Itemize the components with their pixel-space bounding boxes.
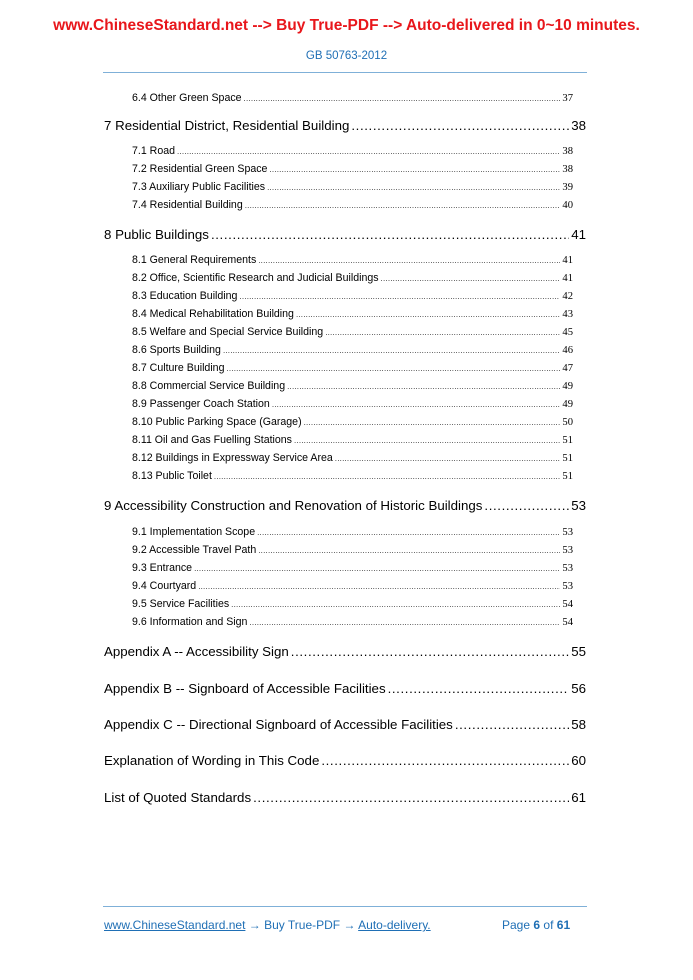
toc-entry-title: 7.4 Residential Building (132, 199, 243, 211)
toc-entry-title: 7.3 Auxiliary Public Facilities (132, 181, 266, 193)
toc-entry-title: 9 Accessibility Construction and Renovation of Historic Buildings (104, 498, 483, 513)
toc-entry-title: 9.2 Accessible Travel Path (132, 544, 257, 556)
toc-entry-page: 49 (562, 381, 573, 392)
toc-entry[interactable] (132, 308, 573, 320)
toc-entry-title: 9.6 Information and Sign (132, 616, 248, 628)
toc-entry-page: 41 (562, 273, 573, 284)
toc-entry-title: Appendix C -- Directional Signboard of Accessible Facilities (104, 717, 453, 732)
dot-leader (177, 147, 560, 156)
toc-entry-page: 53 (562, 527, 573, 538)
dot-leader (484, 498, 569, 513)
toc-entry[interactable] (132, 380, 573, 392)
dot-leader (257, 528, 560, 537)
dot-leader (214, 472, 561, 481)
dot-leader (249, 618, 560, 627)
toc-entry-page: 39 (562, 182, 573, 193)
toc-entry[interactable] (132, 580, 573, 592)
dot-leader (231, 600, 560, 609)
toc-entry-page: 46 (562, 345, 573, 356)
toc-entry[interactable] (104, 753, 586, 768)
toc-entry-title: Appendix B -- Signboard of Accessible Facilities (104, 681, 386, 696)
toc-entry-page: 38 (562, 164, 573, 175)
footer-divider (103, 906, 587, 907)
toc-entry[interactable] (132, 181, 573, 193)
toc-entry-page: 54 (562, 599, 573, 610)
arrow-right-icon: → (343, 918, 356, 932)
promo-banner[interactable]: www.ChineseStandard.net --> Buy True-PDF --> Auto-delivered in 0~10 minutes. (53, 17, 640, 34)
toc-entry-title: 7.1 Road (132, 145, 175, 157)
toc-entry-page: 47 (562, 363, 573, 374)
toc-entry-page: 50 (562, 417, 573, 428)
page-label: Page (502, 918, 531, 932)
toc-entry[interactable] (104, 790, 586, 805)
toc-entry-page: 56 (571, 681, 586, 696)
toc-entry[interactable] (104, 227, 586, 242)
toc-entry-page: 38 (562, 146, 573, 157)
dot-leader (304, 418, 561, 427)
toc-entry-page: 41 (562, 255, 573, 266)
toc-entry-page: 53 (562, 563, 573, 574)
toc-entry-title: Appendix A -- Accessibility Sign (104, 644, 289, 659)
toc-entry-title: 8.8 Commercial Service Building (132, 380, 286, 392)
dot-leader (211, 227, 569, 242)
dot-leader (267, 183, 560, 192)
toc-entry-title: 8.12 Buildings in Expressway Service Area (132, 452, 333, 464)
toc-entry-title: 8.13 Public Toilet (132, 470, 212, 482)
dot-leader (272, 400, 561, 409)
toc-entry[interactable] (132, 416, 573, 428)
toc-entry-page: 43 (562, 309, 573, 320)
dot-leader (381, 274, 561, 283)
toc-entry-title: 8.3 Education Building (132, 290, 238, 302)
dot-leader (296, 310, 560, 319)
footer-buy-text: Buy True-PDF (264, 918, 341, 932)
dot-leader (258, 256, 560, 265)
toc-entry[interactable] (132, 344, 573, 356)
dot-leader (455, 717, 569, 732)
toc-entry-page: 40 (562, 200, 573, 211)
toc-entry-page: 37 (562, 93, 573, 104)
page-indicator (502, 918, 570, 932)
toc-entry-title: 7.2 Residential Green Space (132, 163, 268, 175)
toc-entry-page: 51 (562, 435, 573, 446)
standard-code: GB 50763-2012 (305, 50, 388, 62)
toc-entry-page: 53 (571, 498, 586, 513)
toc-entry-page: 41 (571, 227, 586, 242)
toc-entry-title: 8.6 Sports Building (132, 344, 221, 356)
toc-entry-title: 9.4 Courtyard (132, 580, 197, 592)
toc-entry-title: 8.4 Medical Rehabilitation Building (132, 308, 294, 320)
toc-entry-page: 53 (562, 545, 573, 556)
dot-leader (244, 94, 561, 103)
toc-entry[interactable] (132, 163, 573, 175)
dot-leader (351, 118, 569, 133)
toc-entry-page: 61 (571, 790, 586, 805)
toc-entry[interactable] (132, 398, 573, 410)
dot-leader (194, 564, 560, 573)
dot-leader (239, 292, 560, 301)
toc-entry[interactable] (132, 362, 573, 374)
dot-leader (258, 546, 560, 555)
toc-entry-title: 6.4 Other Green Space (132, 92, 242, 104)
dot-leader (253, 790, 569, 805)
toc-entry-page: 45 (562, 327, 573, 338)
toc-entry[interactable] (132, 544, 573, 556)
toc-entry[interactable] (132, 290, 573, 302)
dot-leader (223, 346, 560, 355)
toc-entry-title: 8.2 Office, Scientific Research and Judicial Buildings (132, 272, 379, 284)
toc-entry-page: 51 (562, 453, 573, 464)
toc-entry-title: 8.9 Passenger Coach Station (132, 398, 270, 410)
toc-entry[interactable] (132, 145, 573, 157)
dot-leader (388, 681, 570, 696)
arrow-right-icon: → (248, 918, 261, 932)
dot-leader (287, 382, 560, 391)
toc-entry-page: 54 (562, 617, 573, 628)
toc-entry[interactable] (132, 434, 573, 446)
toc-entry-page: 60 (571, 753, 586, 768)
toc-entry-page: 55 (571, 644, 586, 659)
toc-entry[interactable] (104, 644, 586, 659)
toc-entry-title: 9.3 Entrance (132, 562, 193, 574)
toc-entry[interactable] (104, 681, 586, 696)
toc-entry[interactable] (132, 526, 573, 538)
toc-entry-title: List of Quoted Standards (104, 790, 252, 805)
toc-entry-title: 8 Public Buildings (104, 227, 209, 242)
toc-entry-title: 8.1 General Requirements (132, 254, 257, 266)
toc-entry[interactable] (132, 470, 573, 482)
toc-entry[interactable] (104, 717, 586, 732)
toc-entry-title: 8.7 Culture Building (132, 362, 225, 374)
toc-entry-page: 58 (571, 717, 586, 732)
dot-leader (291, 644, 569, 659)
toc-entry[interactable] (132, 452, 573, 464)
toc-entry-page: 53 (562, 581, 573, 592)
dot-leader (321, 753, 569, 768)
toc-entry-title: Explanation of Wording in This Code (104, 753, 320, 768)
toc-entry[interactable] (132, 598, 573, 610)
page-total: 61 (556, 918, 571, 932)
dot-leader (269, 165, 560, 174)
toc-entry-page: 42 (562, 291, 573, 302)
toc-entry[interactable] (104, 498, 586, 513)
toc-entry-page: 49 (562, 399, 573, 410)
toc-entry[interactable] (132, 326, 573, 338)
toc-entry-title: 9.5 Service Facilities (132, 598, 230, 610)
dot-leader (294, 436, 560, 445)
footer-link[interactable]: www.ChineseStandard.net (104, 918, 246, 932)
toc-entry[interactable] (132, 254, 573, 266)
dot-leader (198, 582, 560, 591)
toc-entry[interactable] (132, 199, 573, 211)
footer-delivery-link[interactable]: Auto-delivery. (358, 918, 431, 932)
toc-entry[interactable] (132, 92, 573, 104)
toc-entry-title: 9.1 Implementation Scope (132, 526, 256, 538)
toc-entry[interactable] (132, 272, 573, 284)
dot-leader (226, 364, 560, 373)
toc-entry-page: 38 (571, 118, 586, 133)
toc-entry-title: 8.5 Welfare and Special Service Building (132, 326, 324, 338)
toc-entry-title: 8.10 Public Parking Space (Garage) (132, 416, 302, 428)
dot-leader (245, 201, 561, 210)
toc-entry-title: 8.11 Oil and Gas Fuelling Stations (132, 434, 292, 446)
toc-entry[interactable] (104, 118, 586, 133)
toc-entry-title: 7 Residential District, Residential Building (104, 118, 350, 133)
footer-promo (104, 918, 431, 932)
page-of: of (543, 918, 554, 932)
toc-entry-page: 51 (562, 471, 573, 482)
page-current: 6 (533, 918, 541, 932)
toc-entry[interactable] (132, 616, 573, 628)
dot-leader (325, 328, 560, 337)
dot-leader (335, 454, 561, 463)
toc-entry[interactable] (132, 562, 573, 574)
